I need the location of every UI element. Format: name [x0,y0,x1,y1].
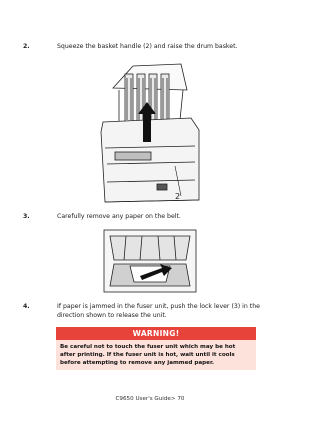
step-text: Carefully remove any paper on the belt. [57,213,181,220]
step-number: 3. [23,213,30,220]
callout-label: 2 [175,192,181,201]
step-text: Squeeze the basket handle (2) and raise the drum basket. [57,43,238,50]
page-footer: C9650 User's Guide> 70 [115,396,185,402]
warning-title: WARNING! [56,327,256,340]
belt-paper-illustration [100,226,200,296]
warning-box [56,327,256,370]
step-number: 2. [23,43,30,50]
step-number: 4. [23,303,30,310]
printer-drum-basket-illustration [95,60,205,220]
warning-body: Be careful not to touch the fuser unit which may be hot after printing. If the fuser unit is hot, wait until it cools before attempting to remove any jammed paper. [56,340,256,370]
step-text: If paper is jammed in the fuser unit, push the lock lever (3) in the direction shown to release the unit. [57,303,260,319]
